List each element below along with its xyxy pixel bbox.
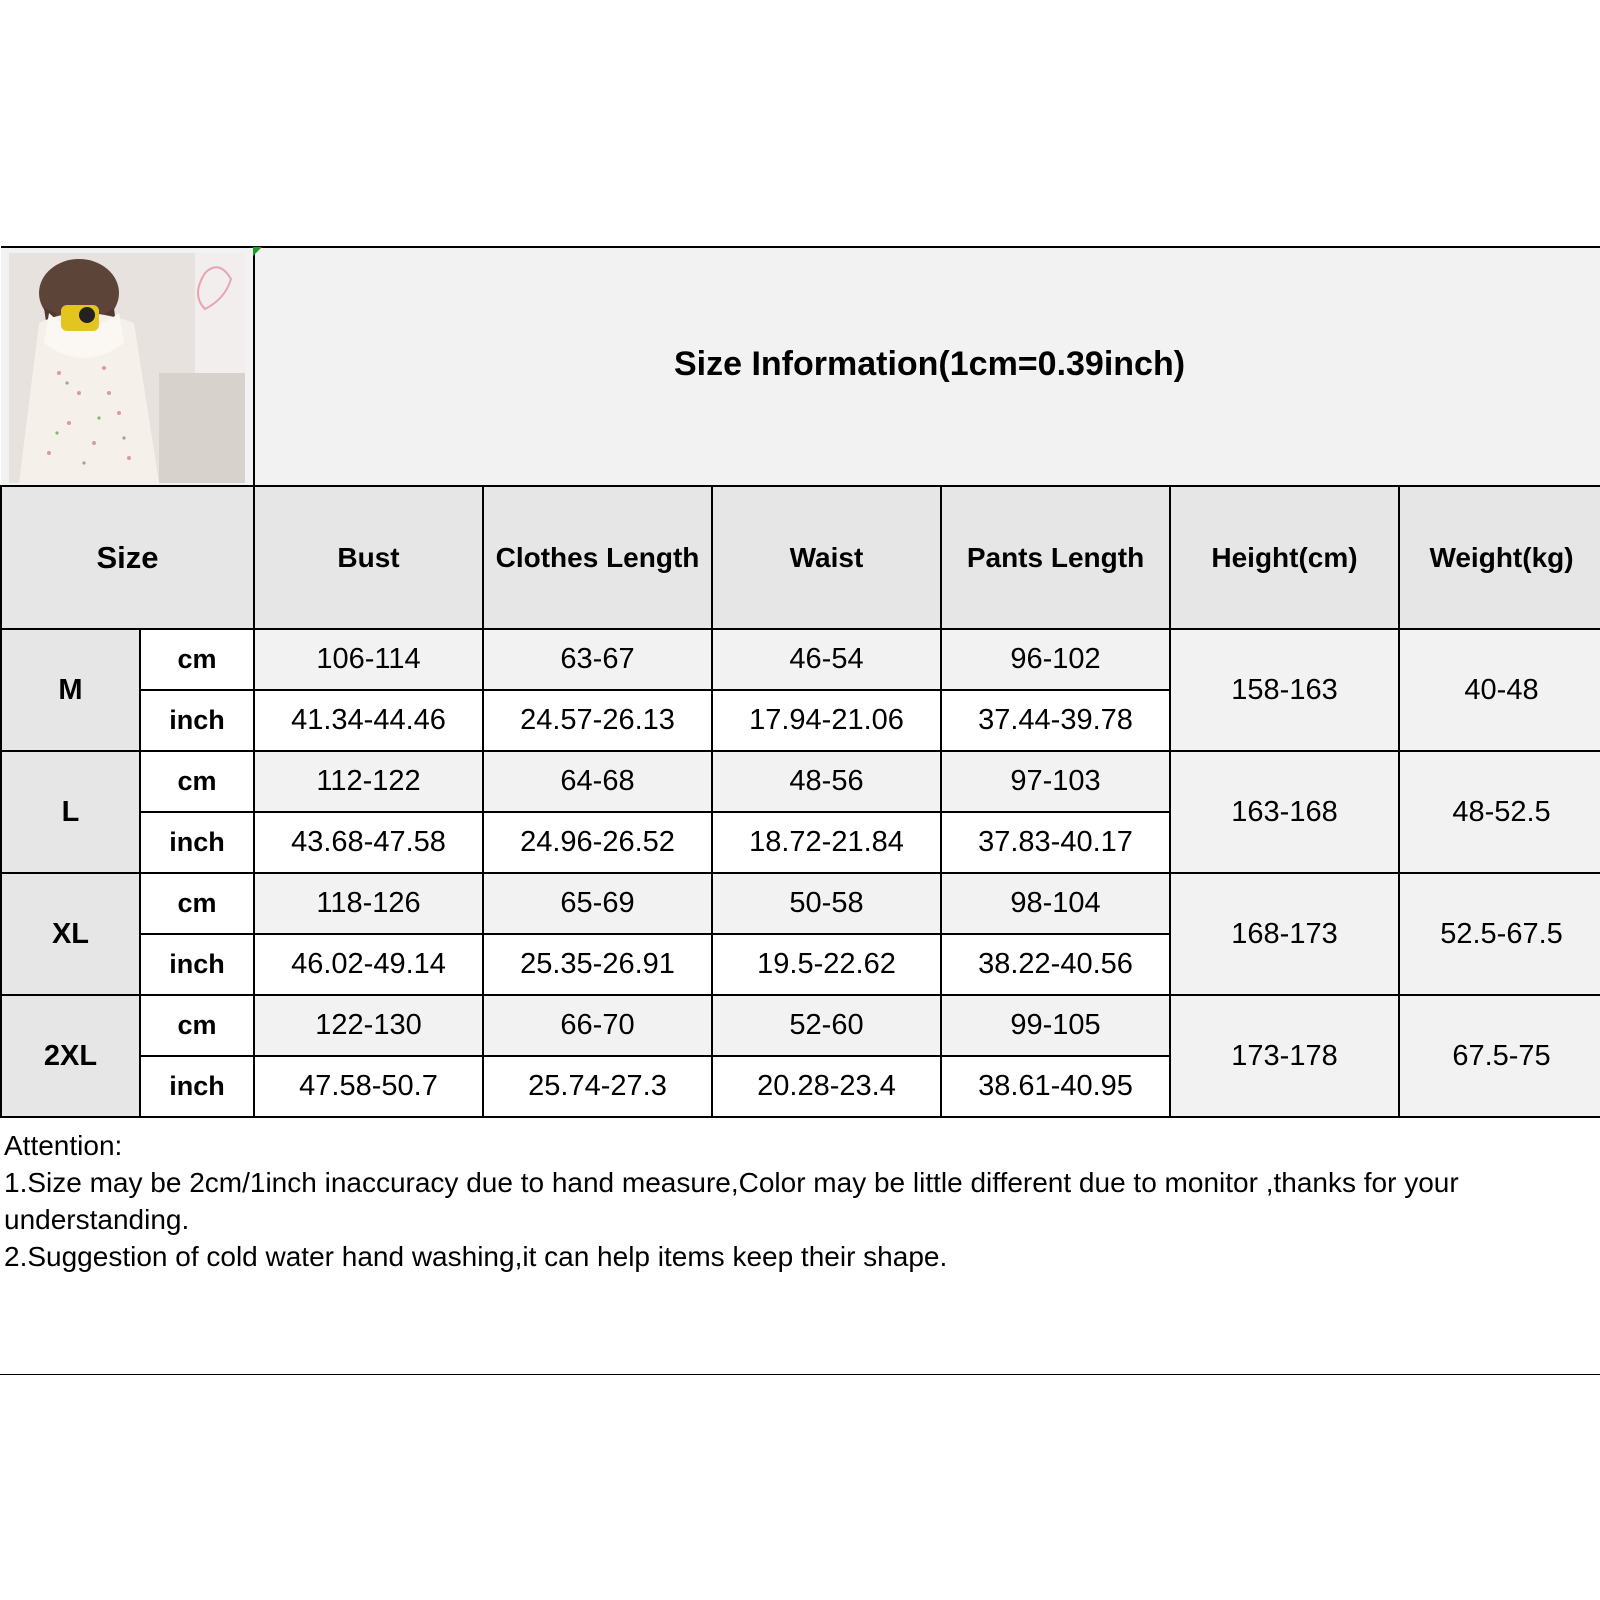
waist-value: 50-58 [712,873,941,934]
waist-value: 18.72-21.84 [712,812,941,873]
weight-value: 67.5-75 [1399,995,1600,1117]
unit-label: inch [140,690,254,751]
header-waist: Waist [712,486,941,629]
table-row [1,995,1600,1056]
height-value: 173-178 [1170,995,1399,1117]
cell-comment-marker [253,247,262,256]
waist-value: 20.28-23.4 [712,1056,941,1117]
pajama-photo-illustration [9,253,245,483]
table-row [1,873,1600,934]
bust-value: 46.02-49.14 [254,934,483,995]
clothes-length-value: 24.57-26.13 [483,690,712,751]
waist-value: 19.5-22.62 [712,934,941,995]
header-height: Height(cm) [1170,486,1399,629]
bust-value: 112-122 [254,751,483,812]
size-label: 2XL [1,995,140,1117]
attention-line-2: 2.Suggestion of cold water hand washing,it can help items keep their shape. [4,1241,948,1272]
unit-label: cm [140,751,254,812]
pants-length-value: 98-104 [941,873,1170,934]
attention-heading: Attention: [4,1130,123,1161]
product-photo-cell [1,247,254,486]
waist-value: 52-60 [712,995,941,1056]
header-size: Size [1,486,254,629]
header-clothes-length: Clothes Length [483,486,712,629]
clothes-length-value: 65-69 [483,873,712,934]
unit-label: cm [140,629,254,690]
clothes-length-value: 66-70 [483,995,712,1056]
bust-value: 47.58-50.7 [254,1056,483,1117]
clothes-length-value: 25.35-26.91 [483,934,712,995]
bottom-divider [0,1374,1600,1375]
pants-length-value: 37.83-40.17 [941,812,1170,873]
height-value: 158-163 [1170,629,1399,751]
size-label: XL [1,873,140,995]
unit-label: inch [140,812,254,873]
pants-length-value: 37.44-39.78 [941,690,1170,751]
bust-value: 122-130 [254,995,483,1056]
pants-length-value: 97-103 [941,751,1170,812]
bust-value: 43.68-47.58 [254,812,483,873]
table-row [1,751,1600,812]
bust-value: 118-126 [254,873,483,934]
clothes-length-value: 64-68 [483,751,712,812]
waist-value: 46-54 [712,629,941,690]
weight-value: 52.5-67.5 [1399,873,1600,995]
height-value: 168-173 [1170,873,1399,995]
pants-length-value: 38.61-40.95 [941,1056,1170,1117]
size-label: L [1,751,140,873]
weight-value: 48-52.5 [1399,751,1600,873]
header-weight: Weight(kg) [1399,486,1600,629]
clothes-length-value: 25.74-27.3 [483,1056,712,1117]
bust-value: 41.34-44.46 [254,690,483,751]
header-bust: Bust [254,486,483,629]
size-info-title: Size Information(1cm=0.39inch) [254,247,1600,486]
waist-value: 48-56 [712,751,941,812]
unit-label: cm [140,995,254,1056]
bust-value: 106-114 [254,629,483,690]
product-photo [9,253,245,483]
header-pants-length: Pants Length [941,486,1170,629]
pants-length-value: 96-102 [941,629,1170,690]
table-row [1,629,1600,690]
attention-notes [4,1127,1584,1275]
size-table [0,246,1600,1118]
height-value: 163-168 [1170,751,1399,873]
clothes-length-value: 24.96-26.52 [483,812,712,873]
unit-label: inch [140,1056,254,1117]
waist-value: 17.94-21.06 [712,690,941,751]
size-label: M [1,629,140,751]
pants-length-value: 99-105 [941,995,1170,1056]
pants-length-value: 38.22-40.56 [941,934,1170,995]
unit-label: inch [140,934,254,995]
attention-line-1: 1.Size may be 2cm/1inch inaccuracy due to hand measure,Color may be little different due to monitor ,thanks for your understanding. [4,1167,1467,1235]
clothes-length-value: 63-67 [483,629,712,690]
weight-value: 40-48 [1399,629,1600,751]
unit-label: cm [140,873,254,934]
